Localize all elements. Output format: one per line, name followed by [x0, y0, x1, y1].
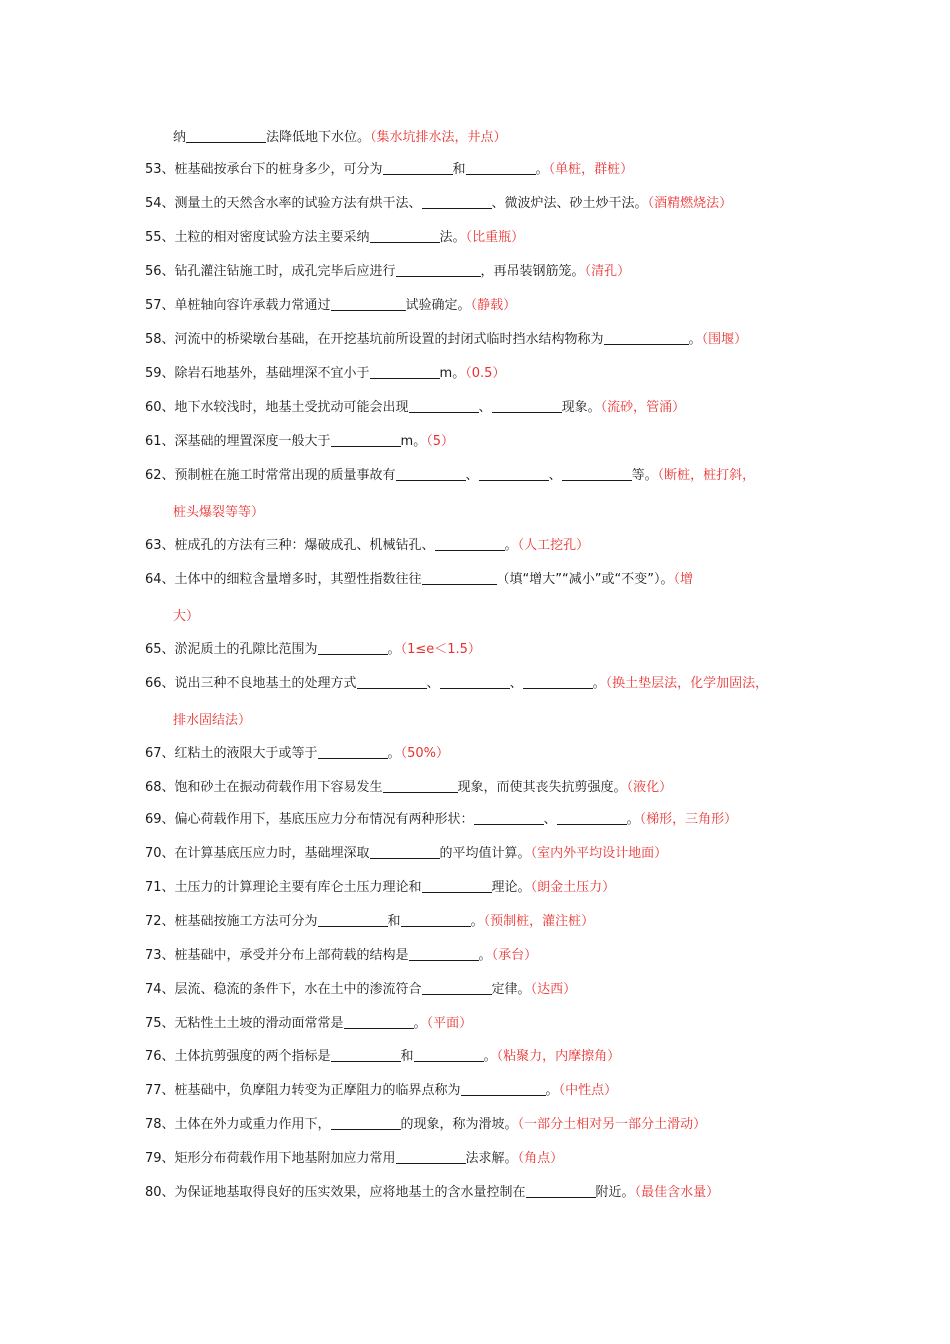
fill-in-blank — [396, 1149, 466, 1164]
answer-text: （梯形，三角形） — [639, 812, 738, 827]
answer-text: （静载） — [470, 298, 517, 313]
question-text: 80、为保证地基取得良好的压实效果，应将地基土的含水量控制在 — [145, 1185, 526, 1200]
question-text: 现象。 — [561, 400, 601, 415]
fill-in-blank — [557, 810, 627, 825]
fill-in-blank — [523, 674, 593, 689]
fill-in-blank — [422, 570, 497, 585]
answer-text: （0.5） — [465, 366, 506, 381]
answer-text: （50%） — [400, 746, 449, 761]
question-text: 62、预制桩在施工时常常出现的质量事故有 — [145, 468, 396, 483]
answer-text: （1≤e＜1.5） — [400, 642, 481, 657]
answer-text: （达西） — [530, 982, 577, 997]
question-text: 54、测量土的天然含水率的试验方法有烘干法、 — [145, 196, 422, 211]
answer-text: （集水坑排水法，井点） — [370, 130, 507, 145]
question-line — [145, 432, 830, 452]
question-line — [145, 810, 830, 830]
question-text: 、 — [548, 468, 562, 483]
fill-in-blank — [396, 262, 481, 277]
fill-in-blank — [474, 810, 544, 825]
question-continuation — [173, 711, 830, 731]
answer-text: 排水固结法） — [173, 713, 252, 728]
fill-in-blank — [414, 1047, 484, 1062]
question-text: 。 — [626, 812, 640, 827]
question-line — [145, 878, 830, 898]
fill-in-blank — [318, 640, 388, 655]
answer-text: （5） — [426, 434, 454, 449]
question-text: 。 — [387, 746, 401, 761]
fill-in-blank — [318, 744, 388, 759]
question-text: （填“增大”“减小”或“不变”）。 — [496, 572, 674, 587]
fill-in-blank — [440, 674, 510, 689]
question-line — [145, 262, 830, 282]
fill-in-blank — [370, 364, 440, 379]
question-text: 。 — [535, 162, 549, 177]
fill-in-blank — [466, 160, 536, 175]
question-text: 试验确定。 — [405, 298, 471, 313]
answer-text: （粘聚力，内摩擦角） — [496, 1049, 621, 1064]
question-text: 70、在计算基底压应力时，基础埋深取 — [145, 846, 370, 861]
answer-text: （围堰） — [701, 332, 748, 347]
question-text: 58、河流中的桥梁墩台基础，在开挖基坑前所设置的封闭式临时挡水结构物称为 — [145, 332, 604, 347]
question-text: 法求解。 — [465, 1151, 518, 1166]
answer-text: （人工挖孔） — [517, 538, 590, 553]
question-line — [145, 1014, 830, 1034]
fill-in-blank — [461, 1081, 546, 1096]
question-text: 68、饱和砂土在振动荷载作用下容易发生 — [145, 780, 383, 795]
question-line — [145, 844, 830, 864]
question-text: 定律。 — [491, 982, 531, 997]
question-text: 59、除岩石地基外，基础埋深不宜小于 — [145, 366, 370, 381]
question-text: 79、矩形分布荷载作用下地基附加应力常用 — [145, 1151, 396, 1166]
question-line — [145, 228, 830, 248]
fill-in-blank — [526, 1183, 596, 1198]
fill-in-blank — [396, 466, 466, 481]
answer-text: （换土垫层法，化学加固法， — [605, 676, 769, 691]
fill-in-blank — [422, 980, 492, 995]
question-line — [145, 570, 830, 590]
question-text: 74、层流、稳流的条件下，水在土中的渗流符合 — [145, 982, 422, 997]
answer-text: （预制桩，灌注桩） — [483, 914, 595, 929]
fill-in-blank — [435, 536, 505, 551]
question-text: 53、桩基础按承台下的桩身多少，可分为 — [145, 162, 383, 177]
fill-in-blank — [370, 228, 440, 243]
fill-in-blank — [422, 194, 492, 209]
question-line — [145, 536, 830, 556]
fill-in-blank — [331, 432, 401, 447]
answer-text: （增 — [673, 572, 693, 587]
question-text: 72、桩基础按施工方法可分为 — [145, 914, 318, 929]
question-text: 理论。 — [491, 880, 531, 895]
answer-text: （清孔） — [584, 264, 631, 279]
fill-in-blank — [357, 674, 427, 689]
question-text: 的平均值计算。 — [439, 846, 531, 861]
question-text: 。 — [413, 1016, 427, 1031]
fill-in-blank — [409, 398, 479, 413]
question-text: m。 — [400, 434, 427, 449]
question-line — [145, 364, 830, 384]
question-line — [145, 778, 830, 798]
question-line — [145, 640, 830, 660]
fill-in-blank — [344, 1014, 414, 1029]
answer-text: 大） — [173, 609, 200, 624]
fill-in-blank — [331, 296, 406, 311]
question-text: 法降低地下水位。 — [266, 130, 371, 145]
question-text: 、 — [465, 468, 479, 483]
answer-text: （中性点） — [558, 1083, 618, 1098]
answer-text: （单桩，群桩） — [548, 162, 634, 177]
question-text: 。 — [545, 1083, 559, 1098]
question-text: 、 — [543, 812, 557, 827]
fill-in-blank — [331, 1047, 401, 1062]
answer-text: 桩头爆裂等等） — [173, 505, 265, 520]
question-line — [145, 744, 830, 764]
question-text: 69、偏心荷载作用下，基底压应力分布情况有两种形状： — [145, 812, 474, 827]
question-text: 、 — [426, 676, 440, 691]
question-text: 和 — [387, 914, 401, 929]
question-line — [145, 912, 830, 932]
question-text: 、微波炉法、砂土炒干法。 — [491, 196, 648, 211]
answer-text: （最佳含水量） — [634, 1185, 720, 1200]
question-text: 附近。 — [595, 1185, 635, 1200]
answer-text: （断桩，桩打斜， — [657, 468, 756, 483]
question-text: ，再吊装钢筋笼。 — [480, 264, 585, 279]
answer-text: （室内外平均设计地面） — [530, 846, 668, 861]
question-text: 和 — [452, 162, 466, 177]
question-text: 57、单桩轴向容许承载力常通过 — [145, 298, 331, 313]
question-text: 63、桩成孔的方法有三种：爆破成孔、机械钻孔、 — [145, 538, 435, 553]
question-text: 75、无粘性土土坡的滑动面常常是 — [145, 1016, 344, 1031]
fill-in-blank — [479, 466, 549, 481]
answer-text: （平面） — [426, 1016, 473, 1031]
answer-text: （流砂，管涌） — [600, 400, 686, 415]
question-text: 。 — [470, 914, 484, 929]
question-text: 、 — [509, 676, 523, 691]
fill-in-blank — [186, 128, 266, 143]
question-text: 纳 — [173, 130, 187, 145]
fill-in-blank — [492, 398, 562, 413]
answer-text: （液化） — [626, 780, 673, 795]
question-text: 55、土粒的相对密度试验方法主要采纳 — [145, 230, 370, 245]
question-text: 的现象，称为滑坡。 — [400, 1117, 518, 1132]
question-text: 67、红粘土的液限大于或等于 — [145, 746, 318, 761]
question-text: 61、深基础的埋置深度一般大于 — [145, 434, 331, 449]
question-text: 。 — [504, 538, 518, 553]
question-text: 60、地下水较浅时，地基土受扰动可能会出现 — [145, 400, 409, 415]
question-text: 。 — [592, 676, 606, 691]
question-text: 65、淤泥质土的孔隙比范围为 — [145, 642, 318, 657]
question-text: m。 — [439, 366, 466, 381]
question-text: 78、土体在外力或重力作用下， — [145, 1117, 331, 1132]
question-text: 。 — [483, 1049, 497, 1064]
answer-text: （朗金土压力） — [530, 880, 616, 895]
answer-text: （承台） — [491, 948, 538, 963]
fill-in-blank — [383, 778, 458, 793]
question-text: 和 — [400, 1049, 414, 1064]
fill-in-blank — [562, 466, 632, 481]
answer-text: （酒精燃烧法） — [647, 196, 733, 211]
fill-in-blank — [401, 912, 471, 927]
fill-in-blank — [318, 912, 388, 927]
question-line — [145, 1047, 830, 1067]
question-text: 56、钻孔灌注钻施工时，成孔完毕后应进行 — [145, 264, 396, 279]
answer-text: （角点） — [517, 1151, 564, 1166]
question-text: 76、土体抗剪强度的两个指标是 — [145, 1049, 331, 1064]
question-line — [145, 980, 830, 1000]
question-line — [145, 1115, 830, 1135]
question-text: 法。 — [439, 230, 466, 245]
fill-in-blank — [383, 160, 453, 175]
answer-text: （一部分土相对另一部分土滑动） — [517, 1117, 707, 1132]
question-text: 64、土体中的细粒含量增多时，其塑性指数往往 — [145, 572, 422, 587]
question-line — [145, 466, 830, 486]
question-continuation — [173, 128, 830, 148]
question-text: 77、桩基础中，负摩阻力转变为正摩阻力的临界点称为 — [145, 1083, 461, 1098]
question-text: 等。 — [631, 468, 658, 483]
fill-in-blank — [604, 330, 689, 345]
question-text: 现象，而使其丧失抗剪强度。 — [457, 780, 627, 795]
question-line — [145, 1149, 830, 1169]
fill-in-blank — [331, 1115, 401, 1130]
answer-text: （比重瓶） — [465, 230, 525, 245]
question-text: 73、桩基础中，承受并分布上部荷载的结构是 — [145, 948, 409, 963]
question-continuation — [173, 503, 830, 523]
question-text: 。 — [387, 642, 401, 657]
fill-in-blank — [409, 946, 479, 961]
question-text: 。 — [688, 332, 702, 347]
question-text: 、 — [478, 400, 492, 415]
question-line — [145, 160, 830, 180]
fill-in-blank — [422, 878, 492, 893]
question-text: 66、说出三种不良地基土的处理方式 — [145, 676, 357, 691]
question-line — [145, 296, 830, 316]
question-text: 71、土压力的计算理论主要有库仑土压力理论和 — [145, 880, 422, 895]
question-line — [145, 674, 830, 694]
fill-in-blank — [370, 844, 440, 859]
question-continuation — [173, 607, 830, 627]
question-text: 。 — [478, 948, 492, 963]
question-line — [145, 946, 830, 966]
question-line — [145, 330, 830, 350]
question-line — [145, 1183, 830, 1203]
question-line — [145, 1081, 830, 1101]
question-line — [145, 194, 830, 214]
question-line — [145, 398, 830, 418]
